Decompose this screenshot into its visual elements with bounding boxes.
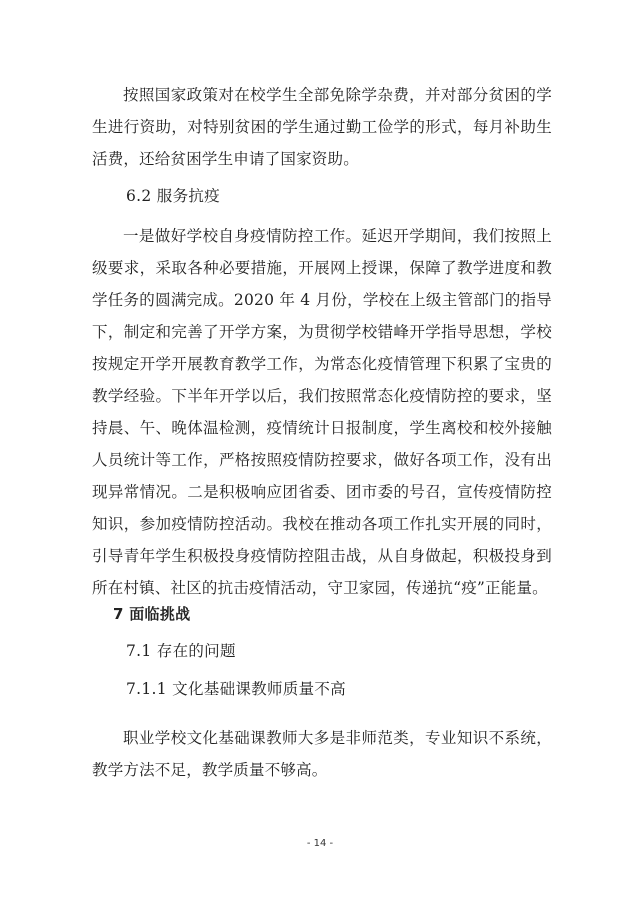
paragraph-epidemic-service: 一是做好学校自身疫情防控工作。延迟开学期间，我们按照上级要求，采取各种必要措施，开展网上授课，保障了教学进度和教学任务的圆满完成。2020 年 4 月份，学校在上级主管部门的指导下，制定和完善了开学方案，为贯彻学校错峰开学指导思想，学校按规定开学开展教育教学工作，为常态化疫情管理下积累了宝贵的教学经验。下半年开学以后，我们按照常态化疫情防控的要求，坚持晨、午、晚体温检测，疫情统计日报制度，学生离校和校外接触人员统计等工作，严格按照疫情防控要求，做好各项工作，没有出现异常情况。二是积极响应团省委、团市委的号召，宣传疫情防控知识，参加疫情防控活动。我校在推动各项工作扎实开展的同时，引导青年学生积极投身疫情防控阻击战，从自身做起，积极投身到所在村镇、社区的抗击疫情活动，守卫家园，传递抗“疫”正能量。 (92, 227, 552, 597)
page-number: - 14 - (306, 838, 334, 849)
paragraph-teacher-quality: 职业学校文化基础课教师大多是非师范类，专业知识不系统，教学方法不足，教学质量不够高。 (92, 729, 552, 779)
paragraph-student-aid: 按照国家政策对在校学生全部免除学杂费，并对部分贫困的学生进行资助，对特别贫困的学生通过勤工俭学的形式，每月补助生活费，还给贫困学生申请了国家资助。 (92, 86, 552, 168)
section-heading-7: 7 面临挑战 (113, 605, 191, 623)
section-heading-7-1: 7.1 存在的问题 (126, 642, 236, 660)
section-heading-6-2: 6.2 服务抗疫 (126, 187, 220, 205)
section-heading-7-1-1: 7.1.1 文化基础课教师质量不高 (126, 680, 346, 698)
